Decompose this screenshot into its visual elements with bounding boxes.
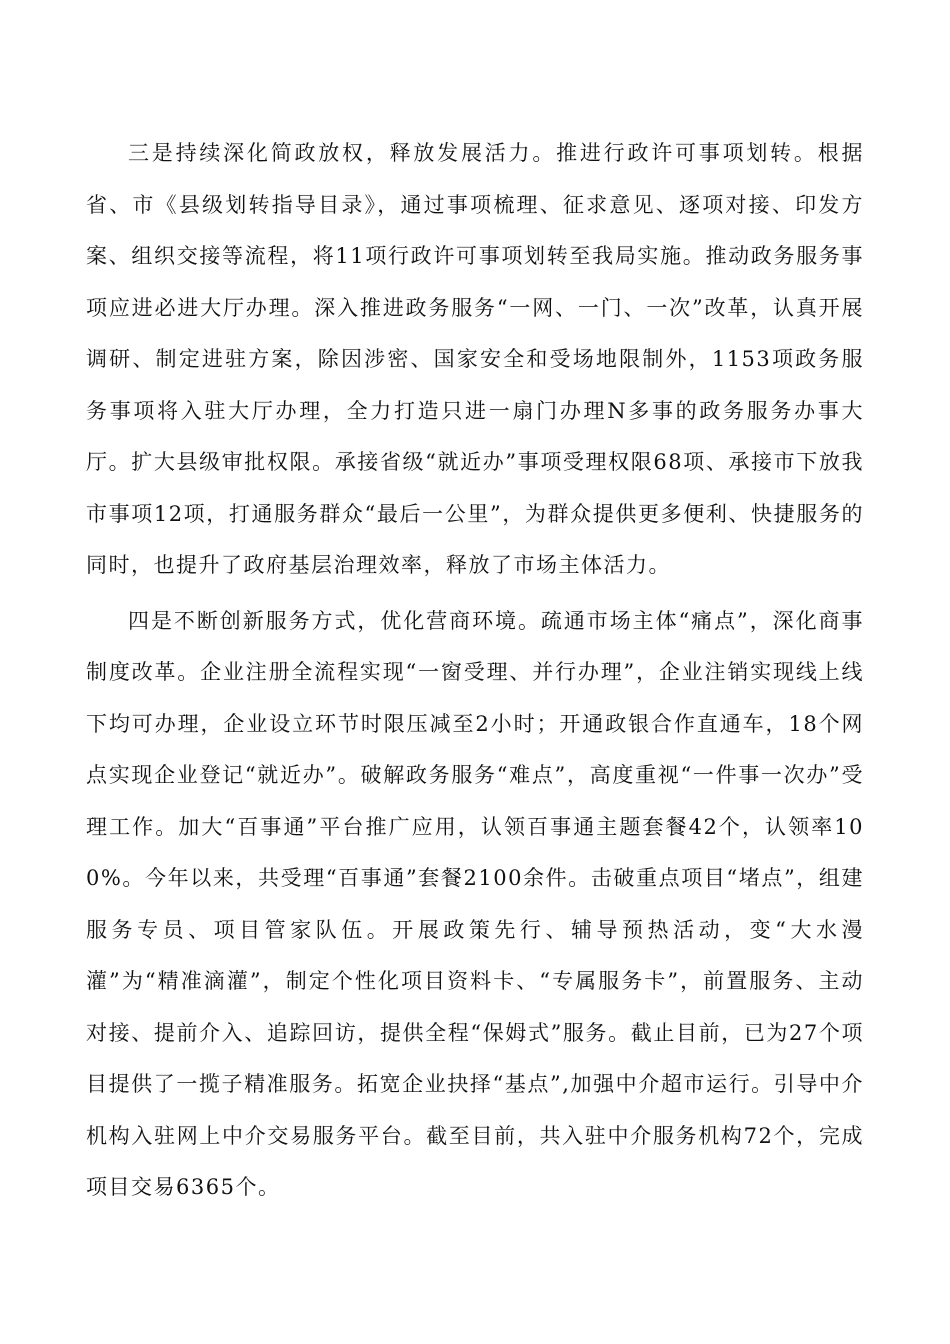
paragraph-business-environment: 四是不断创新服务方式，优化营商环境。疏通市场主体“痛点”，深化商事制度改革。企业注册全流程实现“一窗受理、并行办理”，企业注销实现线上线下均可办理，企业设立环节时限压减至2小时；开通政银合作直通车，18个网点实现企业登记“就近办”。破解政务服务“难点”，高度重视“一件事一次办”受理工作。加大“百事通”平台推广应用，认领百事通主题套餐42个，认领率100%。今年以来，共受理“百事通”套餐2100余件。击破重点项目“堵点”，组建服务专员、项目管家队伍。开展政策先行、辅导预热活动，变“大水漫灌”为“精准滴灌”，制定个性化项目资料卡、“专属服务卡”，前置服务、主动对接、提前介入、追踪回访，提供全程“保姆式”服务。截止目前，已为27个项目提供了一揽子精准服务。拓宽企业抉择“基点”,加强中介超市运行。引导中介机构入驻网上中介交易服务平台。截至目前，共入驻中介服务机构72个，完成项目交易6365个。	[86, 608, 864, 1199]
document-body	[86, 128, 864, 1214]
paragraph-streamline-administration: 三是持续深化简政放权，释放发展活力。推进行政许可事项划转。根据省、市《县级划转指导目录》，通过事项梳理、征求意见、逐项对接、印发方案、组织交接等流程，将11项行政许可事项划转至我局实施。推动政务服务事项应进必进大厅办理。深入推进政务服务“一网、一门、一次”改革，认真开展调研、制定进驻方案，除因涉密、国家安全和受场地限制外，1153项政务服务事项将入驻大厅办理，全力打造只进一扇门办理N多事的政务服务办事大厅。扩大县级审批权限。承接省级“就近办”事项受理权限68项、承接市下放我市事项12项，打通服务群众“最后一公里”，为群众提供更多便利、快捷服务的同时，也提升了政府基层治理效率，释放了市场主体活力。	[86, 141, 864, 577]
